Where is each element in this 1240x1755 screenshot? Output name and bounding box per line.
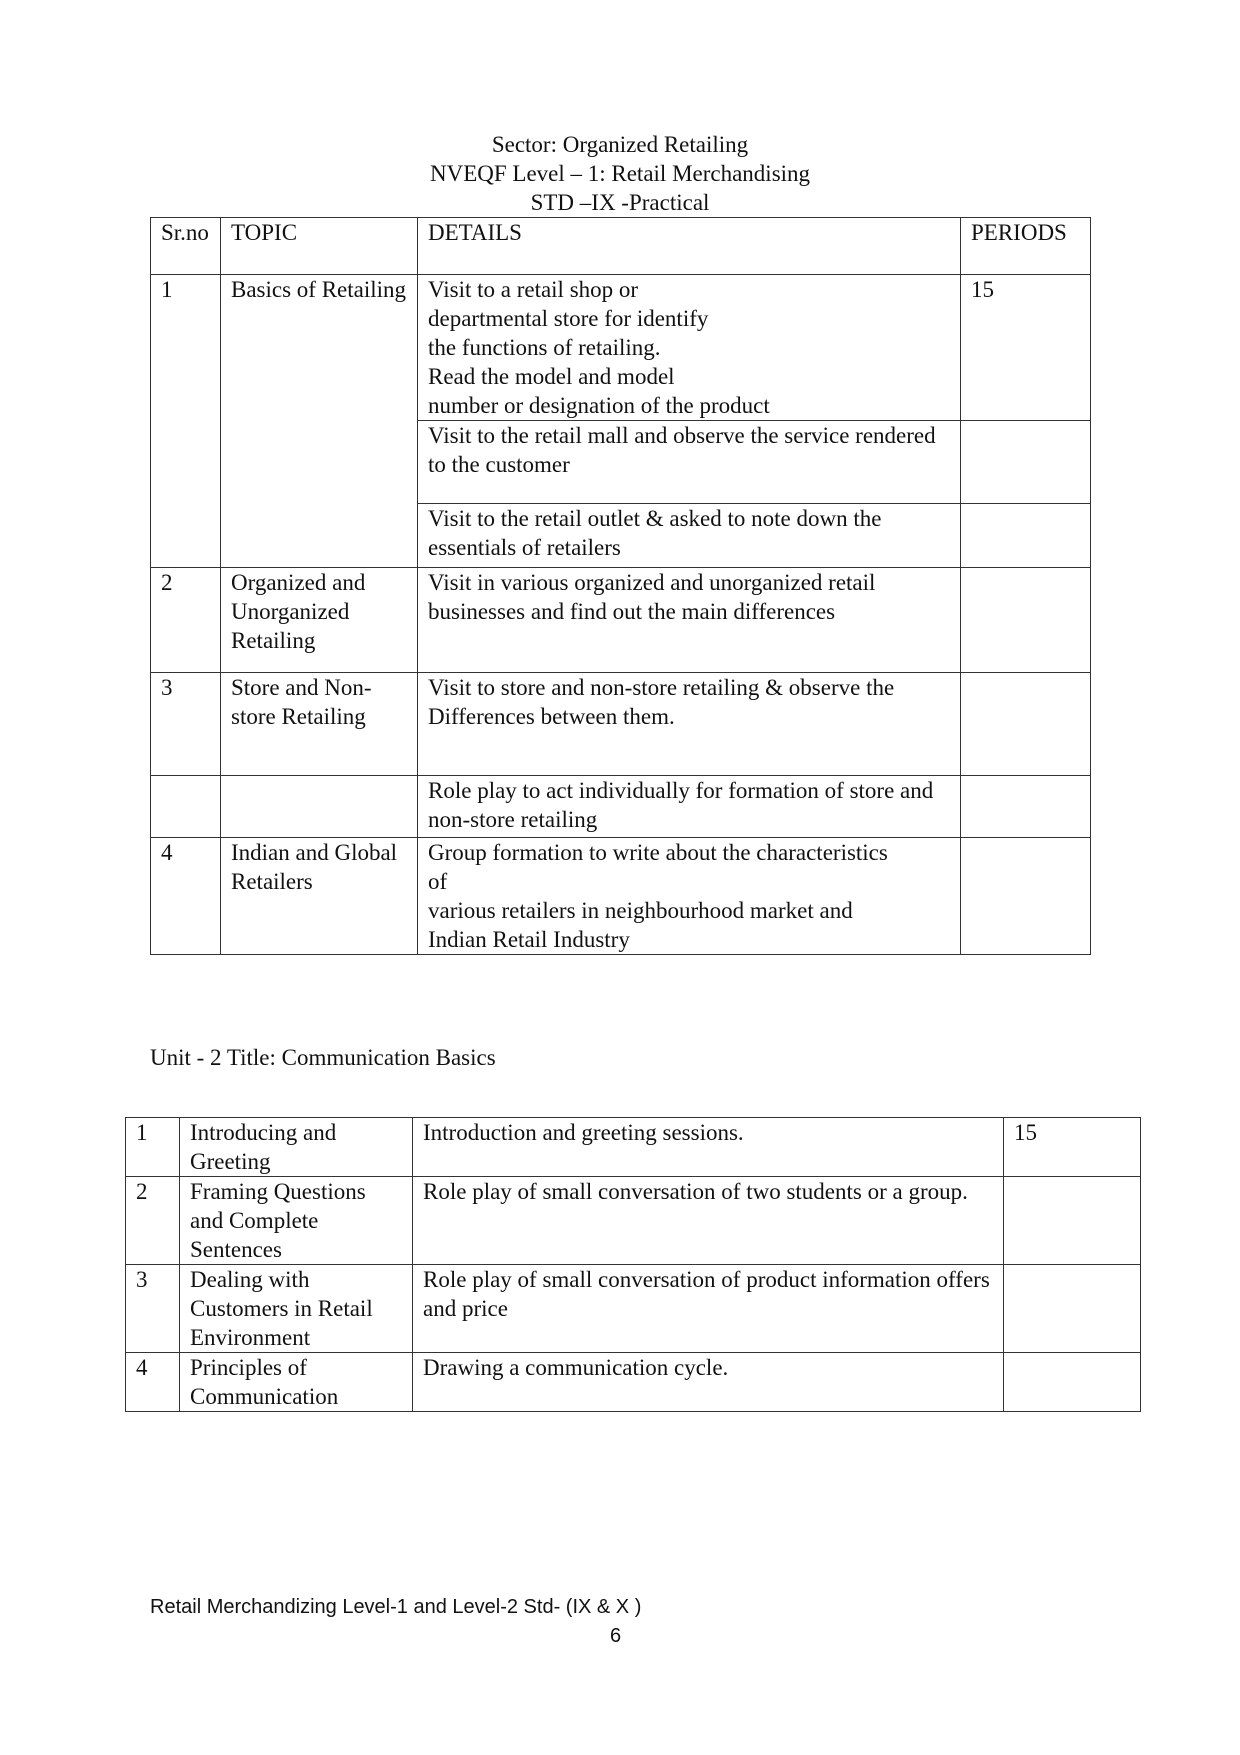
row-srno: 1 — [151, 275, 221, 568]
row-periods — [1004, 1177, 1141, 1265]
table-row — [126, 1118, 1141, 1177]
row-srno: 4 — [126, 1353, 180, 1412]
row-details: Drawing a communication cycle. — [413, 1353, 1004, 1412]
footer-text: Retail Merchandizing Level-1 and Level-2 Std- (IX & X ) — [150, 1596, 642, 1618]
row-details: Visit in various organized and unorganized retail businesses and find out the main differences — [418, 568, 961, 673]
table-header-row — [151, 218, 1091, 275]
table-row — [151, 673, 1091, 776]
practical-table — [150, 217, 1091, 955]
row-periods: 15 — [961, 275, 1091, 421]
row-topic: Framing Questions and Complete Sentences — [180, 1177, 413, 1265]
row-details — [418, 275, 961, 421]
table-row — [151, 568, 1091, 673]
row-topic — [221, 776, 418, 838]
row-srno: 4 — [151, 838, 221, 955]
page-header — [150, 130, 1090, 217]
communication-table — [125, 1117, 1141, 1412]
details-line: number or designation of the product — [428, 393, 770, 418]
row-periods — [1004, 1353, 1141, 1412]
details-line: various retailers in neighbourhood market and — [428, 898, 853, 923]
row-topic: Introducing and Greeting — [180, 1118, 413, 1177]
row-topic: Indian and Global Retailers — [221, 838, 418, 955]
details-line: Group formation to write about the characteristics — [428, 840, 888, 865]
row-srno: 3 — [126, 1265, 180, 1353]
header-srno: Sr.no — [151, 218, 221, 275]
table-row — [151, 776, 1091, 838]
row-topic: Principles of Communication — [180, 1353, 413, 1412]
row-details: Role play of small conversation of product information offers and price — [413, 1265, 1004, 1353]
row-details: Role play of small conversation of two students or a group. — [413, 1177, 1004, 1265]
row-details: Visit to the retail mall and observe the service rendered to the customer — [418, 421, 961, 504]
row-details — [418, 838, 961, 955]
row-periods — [961, 568, 1091, 673]
row-periods — [961, 504, 1091, 568]
details-line: departmental store for identify — [428, 306, 709, 331]
table-row — [126, 1265, 1141, 1353]
row-srno: 2 — [151, 568, 221, 673]
header-periods: PERIODS — [961, 218, 1091, 275]
row-details: Visit to store and non-store retailing & observe the Differences between them. — [418, 673, 961, 776]
row-topic: Organized and Unorganized Retailing — [221, 568, 418, 673]
row-topic: Store and Non-store Retailing — [221, 673, 418, 776]
unit2-title: Unit - 2 Title: Communication Basics — [150, 1045, 496, 1070]
row-periods — [961, 421, 1091, 504]
row-details: Role play to act individually for formation of store and non-store retailing — [418, 776, 961, 838]
details-line: of — [428, 869, 448, 894]
row-periods: 15 — [1004, 1118, 1141, 1177]
level-title: NVEQF Level – 1: Retail Merchandising — [429, 161, 811, 186]
header-topic: TOPIC — [221, 218, 418, 275]
row-details: Visit to the retail outlet & asked to note down the essentials of retailers — [418, 504, 961, 568]
row-srno: 1 — [126, 1118, 180, 1177]
std-title: STD –IX -Practical — [530, 190, 710, 215]
details-line: Indian Retail Industry — [428, 927, 630, 952]
row-details: Introduction and greeting sessions. — [413, 1118, 1004, 1177]
row-periods — [961, 776, 1091, 838]
page-number: 6 — [610, 1625, 622, 1647]
table-row — [126, 1177, 1141, 1265]
row-srno — [151, 776, 221, 838]
row-topic: Basics of Retailing — [221, 275, 418, 568]
details-line: Visit to a retail shop or — [428, 277, 639, 302]
row-srno: 2 — [126, 1177, 180, 1265]
details-line: Read the model and model — [428, 364, 675, 389]
header-details: DETAILS — [418, 218, 961, 275]
row-periods — [1004, 1265, 1141, 1353]
table-row — [151, 838, 1091, 955]
sector-title: Sector: Organized Retailing — [491, 132, 749, 157]
table-row — [126, 1353, 1141, 1412]
table-row — [151, 275, 1091, 421]
row-periods — [961, 838, 1091, 955]
row-topic: Dealing with Customers in Retail Environment — [180, 1265, 413, 1353]
details-line: the functions of retailing. — [428, 335, 661, 360]
row-periods — [961, 673, 1091, 776]
row-srno: 3 — [151, 673, 221, 776]
